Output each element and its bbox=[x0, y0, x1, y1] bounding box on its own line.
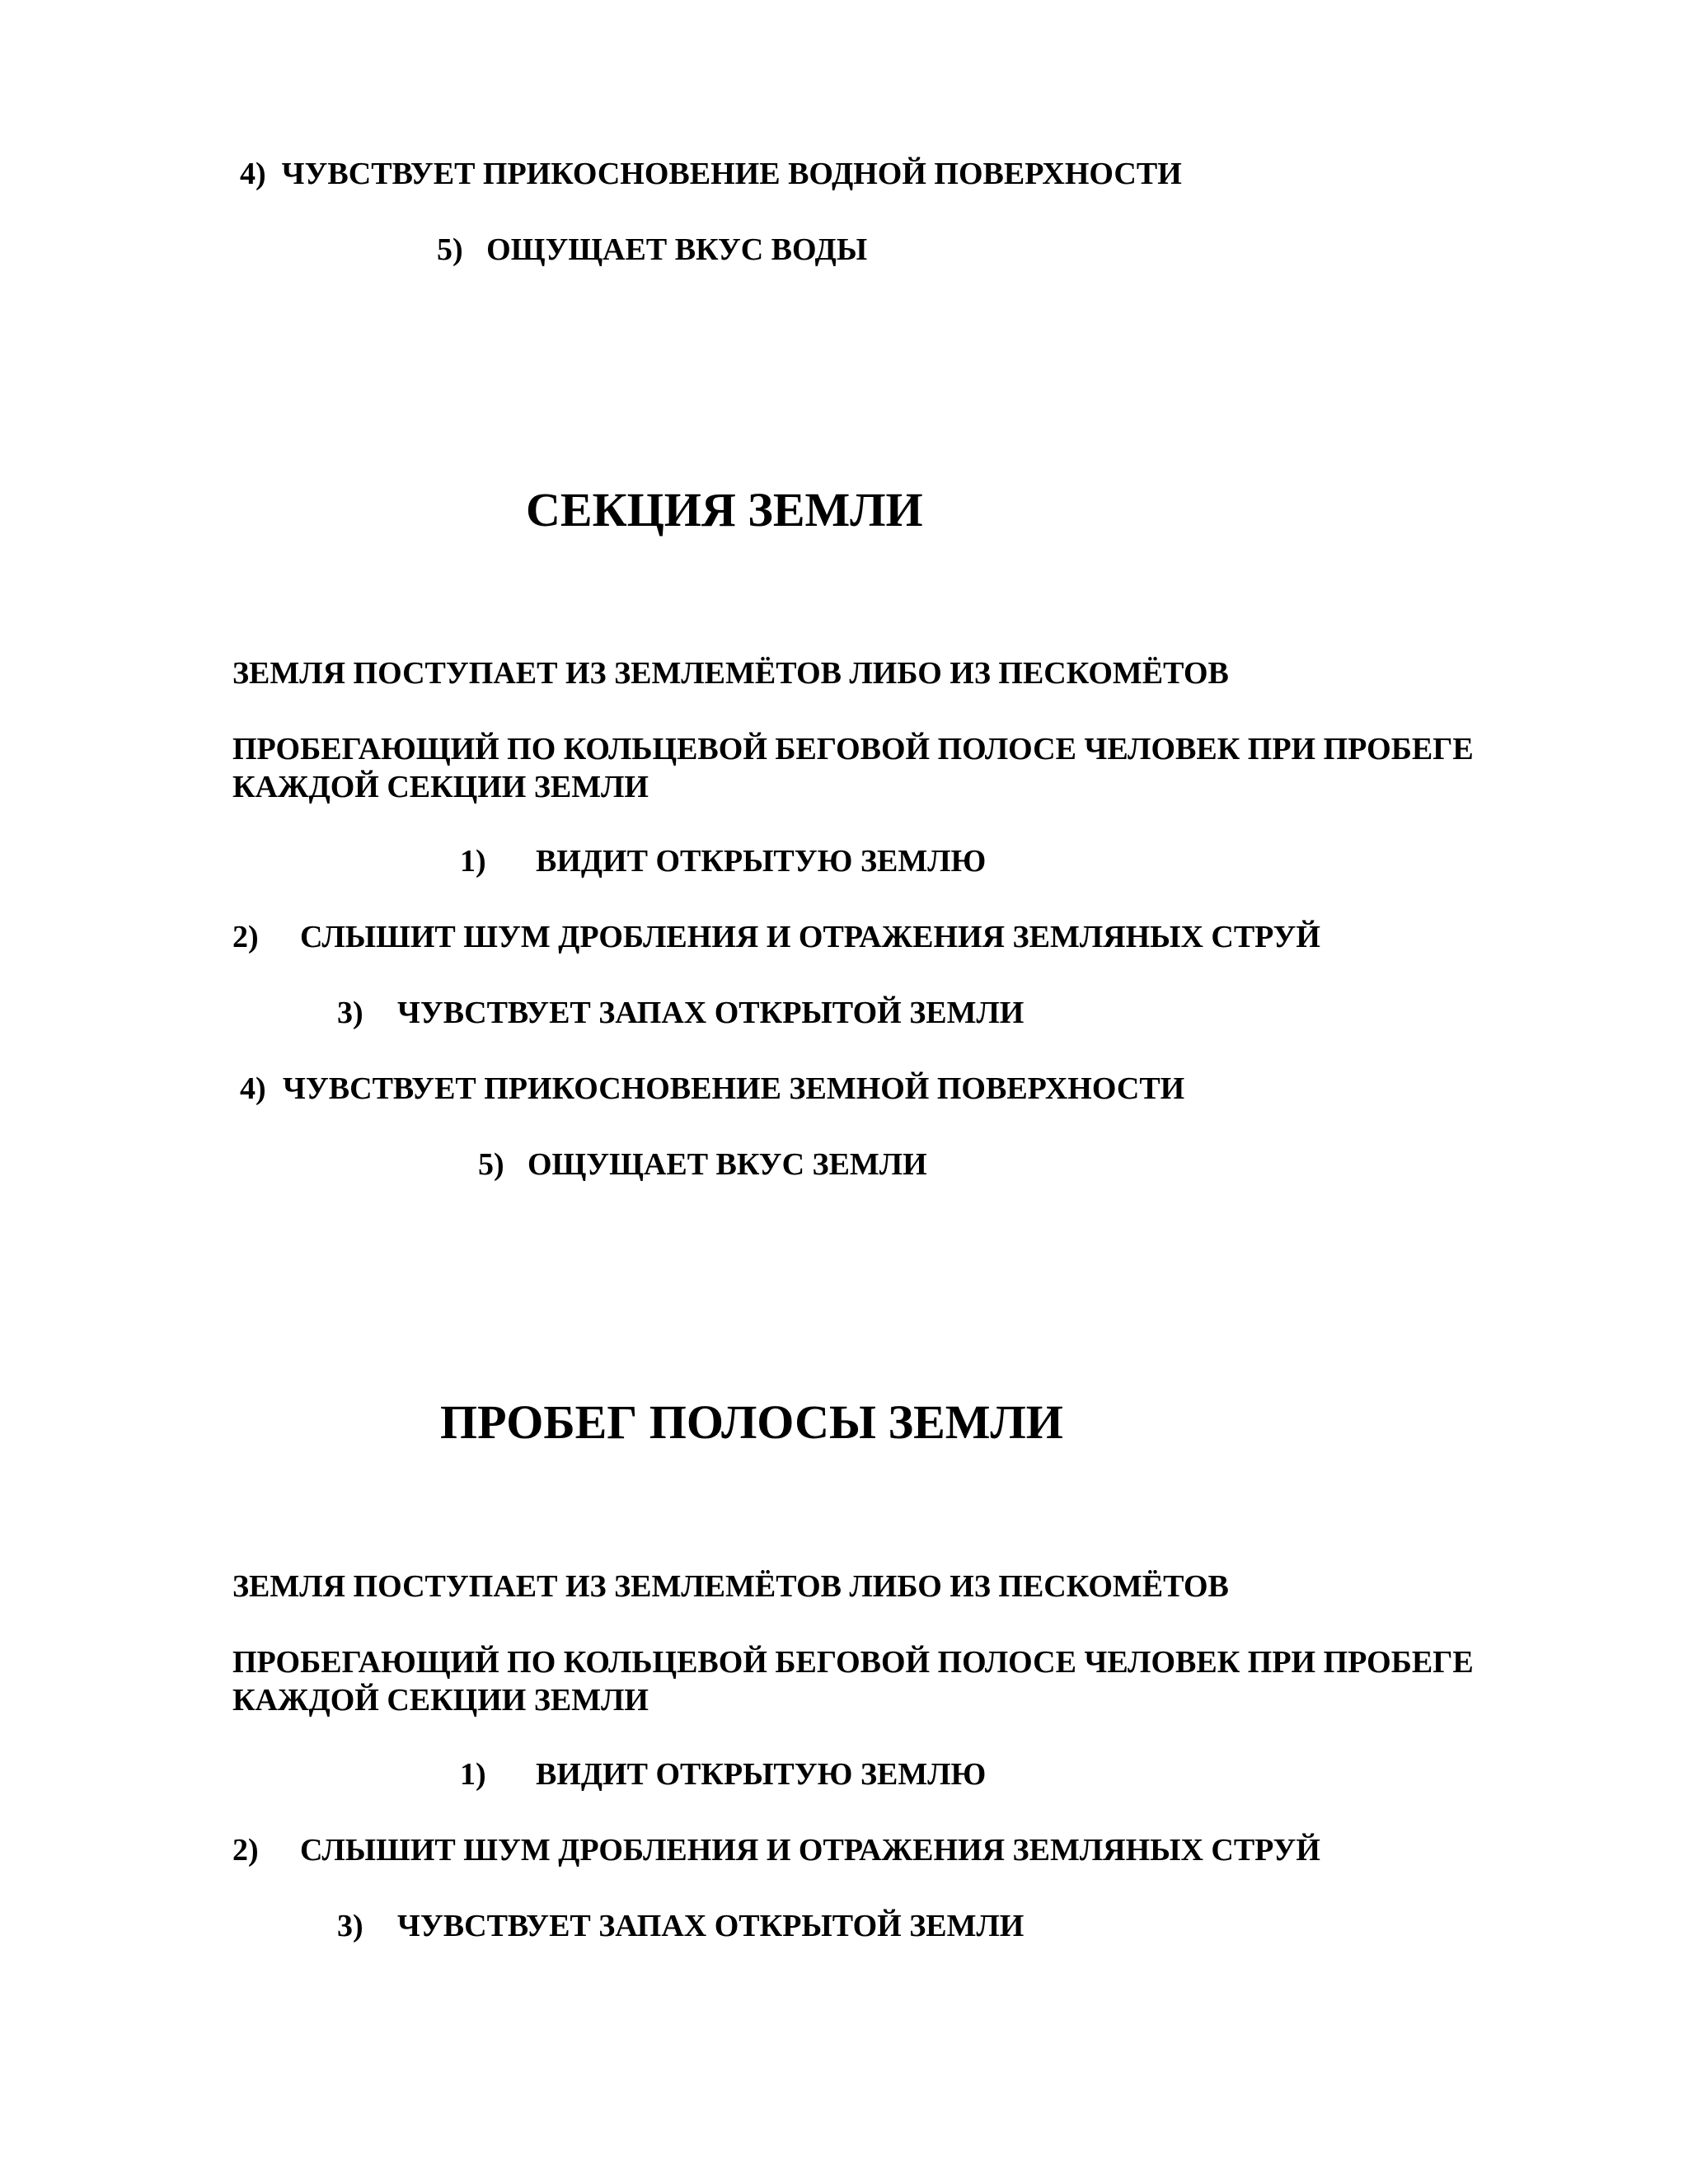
list-text: ВИДИТ ОТКРЫТУЮ ЗЕМЛЮ bbox=[536, 1757, 987, 1792]
section-heading-earth-run: ПРОБЕГ ПОЛОСЫ ЗЕМЛИ bbox=[440, 1395, 1063, 1449]
list-number: 5) bbox=[437, 232, 463, 267]
earth-item-4 bbox=[240, 1070, 1184, 1108]
list-number: 1) bbox=[460, 1757, 486, 1792]
paragraph-line: КАЖДОЙ СЕКЦИИ ЗЕМЛИ bbox=[232, 1683, 649, 1718]
earth-run-paragraph bbox=[232, 1643, 1474, 1719]
paragraph-line: ПРОБЕГАЮЩИЙ ПО КОЛЬЦЕВОЙ БЕГОВОЙ ПОЛОСЕ ЧЕЛОВЕК ПРИ ПРОБЕГЕ bbox=[232, 1645, 1474, 1680]
earth-item-1 bbox=[460, 842, 986, 880]
list-number: 2) bbox=[232, 920, 259, 954]
list-text: ОЩУЩАЕТ ВКУС ЗЕМЛИ bbox=[528, 1147, 927, 1182]
list-number: 5) bbox=[478, 1147, 504, 1182]
earth-run-intro: ЗЕМЛЯ ПОСТУПАЕТ ИЗ ЗЕМЛЕМЁТОВ ЛИБО ИЗ ПЕСКОМЁТОВ bbox=[232, 1569, 1229, 1604]
list-number: 3) bbox=[337, 1909, 363, 1943]
list-text: ВИДИТ ОТКРЫТУЮ ЗЕМЛЮ bbox=[536, 844, 987, 879]
section-heading-earth: СЕКЦИЯ ЗЕМЛИ bbox=[526, 483, 923, 537]
earth-item-5 bbox=[478, 1146, 927, 1183]
earth-run-item-1 bbox=[460, 1755, 986, 1793]
earth-run-item-2 bbox=[232, 1831, 1320, 1869]
paragraph-line: КАЖДОЙ СЕКЦИИ ЗЕМЛИ bbox=[232, 770, 649, 804]
list-text: СЛЫШИТ ШУМ ДРОБЛЕНИЯ И ОТРАЖЕНИЯ ЗЕМЛЯНЫХ СТРУЙ bbox=[300, 920, 1320, 954]
earth-intro: ЗЕМЛЯ ПОСТУПАЕТ ИЗ ЗЕМЛЕМЁТОВ ЛИБО ИЗ ПЕСКОМЁТОВ bbox=[232, 656, 1229, 691]
earth-item-2 bbox=[232, 918, 1320, 956]
water-item-5 bbox=[437, 231, 867, 269]
list-number: 4) bbox=[240, 1071, 266, 1106]
list-text: ЧУВСТВУЕТ ПРИКОСНОВЕНИЕ ВОДНОЙ ПОВЕРХНОСТИ bbox=[281, 157, 1182, 191]
list-text: ЧУВСТВУЕТ ЗАПАХ ОТКРЫТОЙ ЗЕМЛИ bbox=[397, 1909, 1025, 1943]
list-number: 3) bbox=[337, 996, 363, 1030]
earth-run-item-3 bbox=[337, 1907, 1024, 1945]
paragraph-line: ПРОБЕГАЮЩИЙ ПО КОЛЬЦЕВОЙ БЕГОВОЙ ПОЛОСЕ ЧЕЛОВЕК ПРИ ПРОБЕГЕ bbox=[232, 732, 1474, 766]
list-number: 2) bbox=[232, 1833, 259, 1868]
earth-item-3 bbox=[337, 994, 1024, 1032]
list-text: СЛЫШИТ ШУМ ДРОБЛЕНИЯ И ОТРАЖЕНИЯ ЗЕМЛЯНЫХ СТРУЙ bbox=[300, 1833, 1320, 1868]
list-text: ЧУВСТВУЕТ ПРИКОСНОВЕНИЕ ЗЕМНОЙ ПОВЕРХНОСТИ bbox=[283, 1071, 1185, 1106]
earth-paragraph bbox=[232, 730, 1474, 806]
list-number: 4) bbox=[240, 157, 266, 191]
list-text: ЧУВСТВУЕТ ЗАПАХ ОТКРЫТОЙ ЗЕМЛИ bbox=[397, 996, 1025, 1030]
list-text: ОЩУЩАЕТ ВКУС ВОДЫ bbox=[486, 232, 868, 267]
water-item-4 bbox=[240, 155, 1182, 193]
list-number: 1) bbox=[460, 844, 486, 879]
